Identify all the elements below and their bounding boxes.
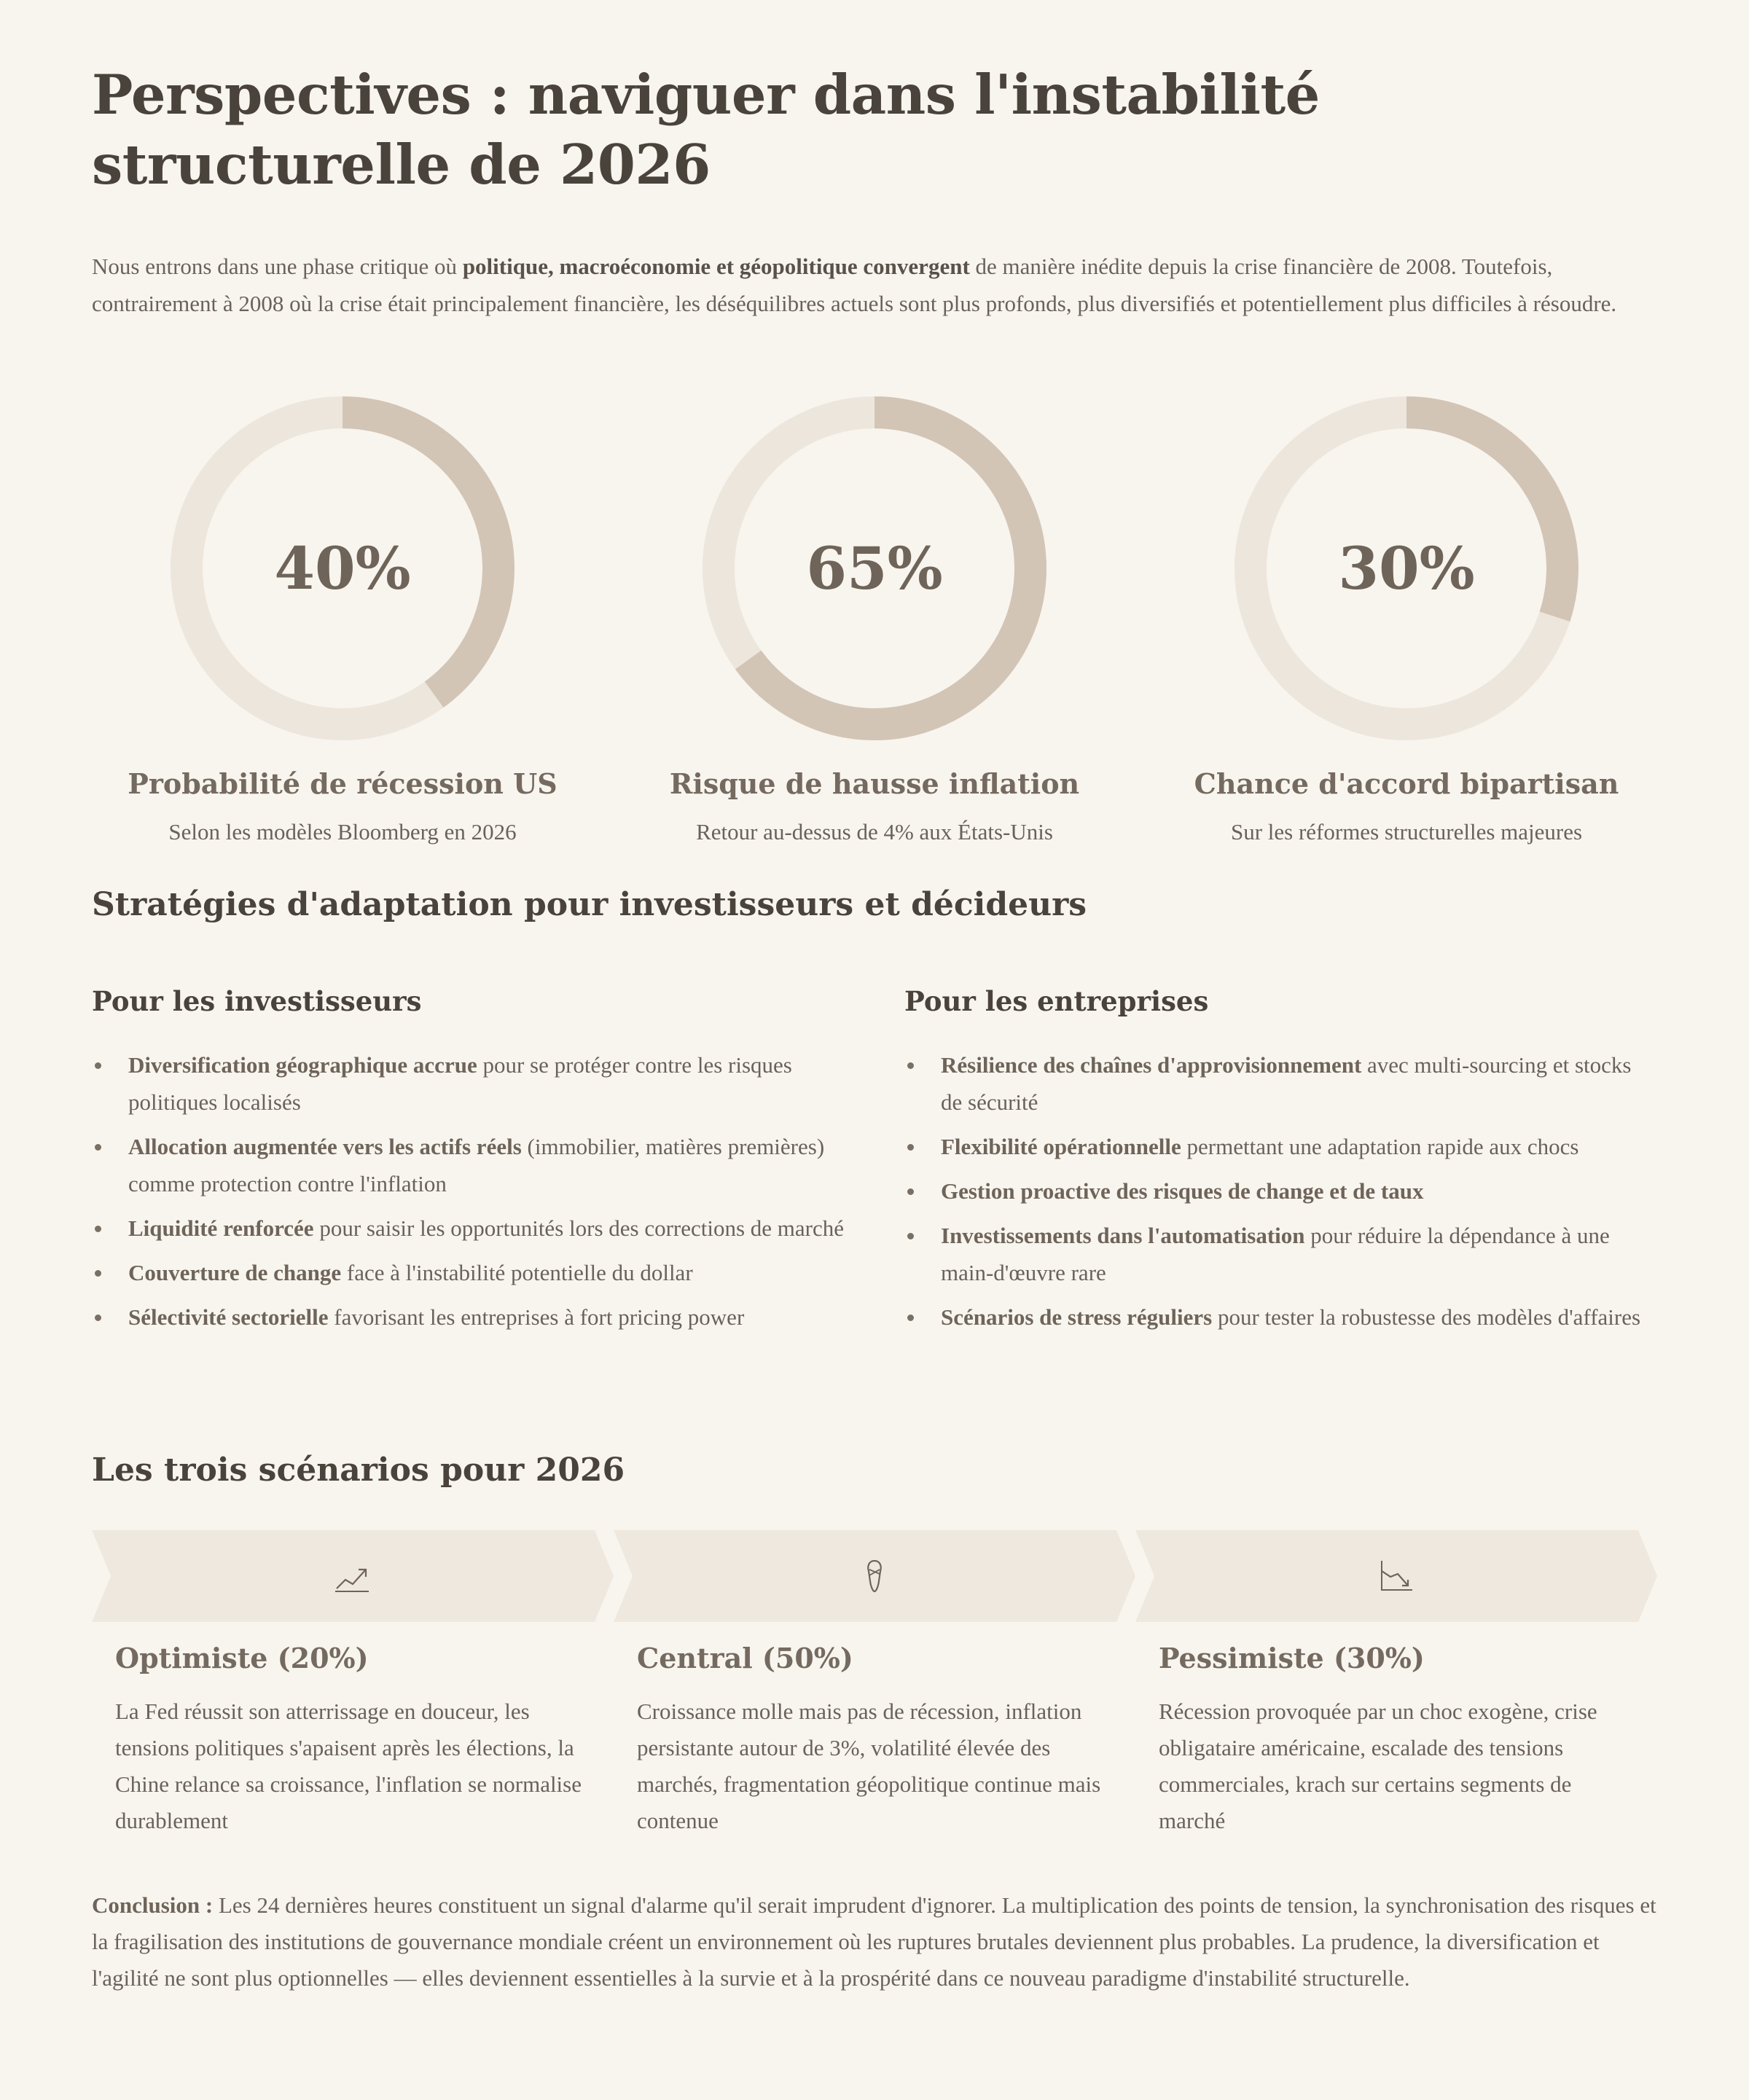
list-item-bold: Sélectivité sectorielle	[128, 1304, 329, 1330]
list-item-text: pour réduire la dépendance à une main-d'œuvre rare	[941, 1223, 1610, 1285]
list-item-bold: Diversification géographique accrue	[128, 1052, 477, 1078]
list-item	[92, 1254, 864, 1291]
scenarios-heading: Les trois scénarios pour 2026	[92, 1451, 625, 1489]
scenario-pessimiste	[1135, 1530, 1657, 1833]
list-item-text: favorisant les entreprises à fort pricing power	[328, 1304, 745, 1330]
scenario-chevron	[1135, 1530, 1657, 1622]
stat-label: Probabilité de récession US	[128, 767, 557, 800]
trending-down-icon	[1377, 1558, 1415, 1594]
scenario-chevron	[614, 1530, 1135, 1622]
list-item	[92, 1298, 864, 1336]
stat-card-bipartisan	[1188, 392, 1625, 847]
list-item	[904, 1046, 1655, 1121]
list-item	[92, 1046, 864, 1121]
conclusion-label: Conclusion :	[92, 1892, 214, 1918]
conclusion-paragraph	[92, 1887, 1659, 1997]
scenario-central	[614, 1530, 1135, 1833]
scenario-text: Croissance molle mais pas de récession, inflation persistante autour de 3%, volatilité élevée des marchés, fragmentation géopolitique continue mais contenue	[637, 1699, 1101, 1833]
scenario-optimiste	[92, 1530, 614, 1833]
list-item	[904, 1298, 1655, 1336]
companies-heading: Pour les entreprises	[904, 985, 1209, 1017]
list-item-bold: Résilience des chaînes d'approvisionnement	[941, 1052, 1362, 1078]
list-item	[904, 1217, 1655, 1291]
scenario-title: Central (50%)	[637, 1642, 853, 1674]
donut-value: 40%	[274, 534, 411, 603]
scenario-text: Récession provoquée par un choc exogène, crise obligataire américaine, escalade des tensions commerciales, krach sur certains segments de marché	[1159, 1699, 1597, 1833]
list-item-text: permettant une adaptation rapide aux chocs	[1181, 1134, 1579, 1159]
balance-icon	[856, 1558, 893, 1594]
trending-up-icon	[334, 1558, 372, 1594]
scenario-text: La Fed réussit son atterrissage en douceur, les tensions politiques s'apaisent après les élections, la Chine relance sa croissance, l'inflation se normalise durablement	[115, 1699, 582, 1833]
companies-list	[904, 1046, 1655, 1343]
list-item	[904, 1172, 1655, 1210]
list-item-bold: Gestion proactive des risques de change et de taux	[941, 1178, 1424, 1204]
list-item-text: avec multi-sourcing et stocks de sécurité	[941, 1052, 1632, 1115]
list-item-text: pour tester la robustesse des modèles d'affaires	[1212, 1304, 1641, 1330]
intro-text-after: de manière inédite depuis la crise financière de 2008. Toutefois, contrairement à 2008 où la crise était principalement financière, les déséquilibres actuels sont plus profonds, plus diversifiés et potentiellement plus difficiles à résoudre.	[92, 254, 1617, 316]
conclusion-text: Les 24 dernières heures constituent un signal d'alarme qu'il serait imprudent d'ignorer. La multiplication des points de tension, la synchronisation des risques et la fragilisation des institutions de gouvernance mondiale créent un environnement où les ruptures brutales deviennent plus probables. La prudence, la diversification et l'agilité ne sont plus optionnelles — elles deviennent essentielles à la survie et à la prospérité dans ce nouveau paradigme d'instabilité structurelle.	[92, 1892, 1656, 1991]
donut-value: 30%	[1338, 534, 1475, 603]
stat-card-recession	[124, 392, 561, 847]
list-item-bold: Investissements dans l'automatisation	[941, 1223, 1305, 1248]
list-item-bold: Couverture de change	[128, 1260, 342, 1285]
stat-label: Risque de hausse inflation	[669, 767, 1080, 800]
intro-text-bold: politique, macroéconomie et géopolitique convergent	[462, 254, 970, 279]
investors-list	[92, 1046, 864, 1343]
list-item-text: pour se protéger contre les risques politiques localisés	[128, 1052, 792, 1115]
donut-chart-inflation	[698, 392, 1051, 745]
investors-heading: Pour les investisseurs	[92, 985, 422, 1017]
intro-text-before: Nous entrons dans une phase critique où	[92, 254, 463, 279]
intro-paragraph	[92, 248, 1659, 322]
list-item-bold: Scénarios de stress réguliers	[941, 1304, 1213, 1330]
list-item-text: pour saisir les opportunités lors des corrections de marché	[313, 1215, 845, 1241]
list-item-text: face à l'instabilité potentielle du dollar	[341, 1260, 693, 1285]
stat-card-inflation	[656, 392, 1093, 847]
strategies-heading: Stratégies d'adaptation pour investisseurs et décideurs	[92, 886, 1087, 923]
scenario-title: Pessimiste (30%)	[1159, 1642, 1425, 1674]
donut-value: 65%	[806, 534, 943, 603]
list-item-bold: Allocation augmentée vers les actifs réels	[128, 1134, 522, 1159]
list-item-text: (immobilier, matières premières) comme protection contre l'inflation	[128, 1134, 825, 1196]
list-item	[92, 1210, 864, 1247]
donut-chart-recession	[166, 392, 519, 745]
stat-subtitle: Retour au-dessus de 4% aux États-Unis	[696, 819, 1053, 845]
stat-label: Chance d'accord bipartisan	[1194, 767, 1619, 800]
stat-subtitle: Sur les réformes structurelles majeures	[1230, 819, 1583, 845]
list-item-bold: Flexibilité opérationnelle	[941, 1134, 1181, 1159]
scenario-chevron	[92, 1530, 614, 1622]
list-item	[904, 1128, 1655, 1165]
list-item	[92, 1128, 864, 1202]
donut-chart-bipartisan	[1230, 392, 1583, 745]
list-item-bold: Liquidité renforcée	[128, 1215, 314, 1241]
scenario-title: Optimiste (20%)	[115, 1642, 369, 1674]
stat-subtitle: Selon les modèles Bloomberg en 2026	[168, 819, 517, 845]
page-title: Perspectives : naviguer dans l'instabilité structurelle de 2026	[92, 63, 1320, 197]
